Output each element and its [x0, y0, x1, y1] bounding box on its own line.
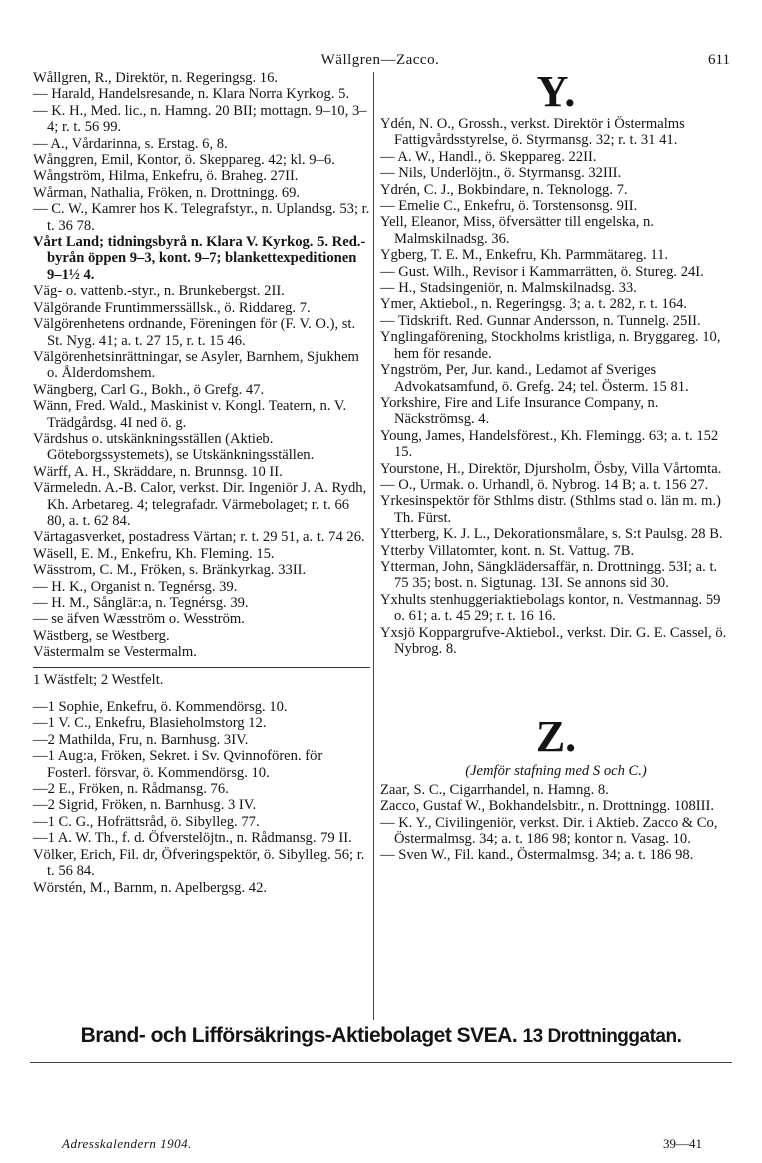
- list-item: Välgörande Fruntimmerssällsk., ö. Riddareg. 7.: [33, 299, 311, 316]
- section-letter-y: Y.: [536, 67, 576, 116]
- advertisement-banner: [30, 1024, 732, 1048]
- list-item: Yrkesinspektör för Sthlms distr. (Sthlms stad o. län m. m.) Th. Fürst.: [380, 493, 721, 526]
- footer: [62, 1136, 702, 1156]
- left-entries-a: [33, 70, 370, 234]
- list-item: Young, James, Handelsförest., Kh. Flemingg. 63; a. t. 152 15.: [380, 427, 719, 461]
- list-item: Ytterberg, K. J. L., Dekorationsmålare, s. S:t Paulsg. 28 B.: [380, 526, 723, 543]
- list-item: Ymer, Aktiebol., n. Regeringsg. 3; a. t. 282, r. t. 164.: [380, 296, 688, 313]
- left-entries-c: [33, 699, 370, 896]
- list-item: Ygberg, T. E. M., Enkefru, Kh. Parmmätareg. 11.: [380, 247, 669, 264]
- list-item: — K. H., Med. lic., n. Hamng. 20 BII; mottagn. 9–10, 3–4; r. t. 56 99.: [33, 102, 367, 136]
- list-item: Wångström, Hilma, Enkefru, ö. Braheg. 27II.: [33, 168, 299, 185]
- footer-divider: [30, 1062, 732, 1063]
- right-entries-z: [380, 782, 732, 864]
- section-letter-z: Z.: [535, 712, 577, 762]
- list-item: Wållgren, R., Direktör, n. Regeringsg. 16.: [33, 70, 279, 86]
- list-item: —2 Sigrid, Fröken, n. Barnhusg. 3 IV.: [33, 797, 257, 814]
- left-column: [33, 70, 370, 896]
- spacer: [33, 688, 370, 699]
- list-item: —1 Sophie, Enkefru, ö. Kommendörsg. 10.: [33, 699, 288, 716]
- list-item: Ydén, N. O., Grossh., verkst. Direktör i Östermalms Fattigvårdsstyrelse, ö. Styrmansg. 32; r. t. 31 41.: [380, 116, 685, 149]
- list-item: Västermalm se Vestermalm.: [33, 644, 197, 661]
- list-item: — Harald, Handelsresande, n. Klara Norra Kyrkog. 5.: [33, 86, 350, 103]
- list-item: — H. M., Sånglär:a, n. Tegnérsg. 39.: [33, 595, 249, 611]
- list-item: Yorkshire, Fire and Life Insurance Company, n. Näckströmsg. 4.: [380, 394, 659, 428]
- list-item: Wårman, Nathalia, Fröken, n. Drottningg. 69.: [33, 184, 301, 201]
- list-item: Wängberg, Carl G., Bokh., ö Grefg. 47.: [33, 381, 265, 398]
- list-item: Wästberg, se Westberg.: [33, 627, 170, 644]
- list-item: Värdshus o. utskänkningsställen (Aktieb. Göteborgssystemets), se Utskänkningsställen.: [33, 430, 315, 464]
- list-item: Yxhults stenhuggeriaktiebolags kontor, n. Vestmannag. 59 o. 61; a. t. 45 29; r. t. 16 16.: [380, 591, 721, 625]
- list-item: Völker, Erich, Fil. dr, Öfveringspektör, ö. Sibylleg. 56; r. t. 56 84.: [33, 846, 365, 880]
- list-item: Yourstone, H., Direktör, Djursholm, Ösby, Villa Vårtomta.: [380, 460, 722, 477]
- banner-address: 13 Drottninggatan.: [522, 1026, 682, 1047]
- list-item: Yngström, Per, Jur. kand., Ledamot af Sveriges Advokatsamfund, ö. Grefg. 24; tel. Österm. 15 81.: [380, 362, 689, 395]
- list-item: Ytterby Villatomter, kont. n. St. Vattug. 7B.: [380, 542, 635, 559]
- list-item: —2 E., Fröken, n. Rådmansg. 76.: [33, 781, 229, 798]
- list-item: — Sven W., Fil. kand., Östermalmsg. 34; a. t. 186 98.: [380, 847, 694, 864]
- banner-company: Brand- och Lifförsäkrings-Aktiebolaget SVEA.: [80, 1024, 518, 1047]
- list-item: Wärff, A. H., Skräddare, n. Brunnsg. 10 II.: [33, 463, 283, 480]
- list-item: — K. Y., Civilingeniör, verkst. Dir. i Aktieb. Zacco & Co, Östermalmsg. 34; a. t. 186 98; kontor n. Vasag. 10.: [380, 814, 718, 848]
- list-item: Välgörenhetsinrättningar, se Asyler, Barnhem, Sjukhem o. Ålderdomshem.: [33, 348, 359, 382]
- list-item: Ynglingaförening, Stockholms kristliga, n. Bryggareg. 10, hem för resande.: [380, 329, 721, 362]
- list-item: — H. K., Organist n. Tegnérsg. 39.: [33, 578, 238, 595]
- list-item: — C. W., Kamrer hos K. Telegrafstyr., n. Uplandsg. 53; r. t. 36 78.: [33, 201, 370, 234]
- list-item: Wässtrom, C. M., Fröken, s. Bränkyrkag. 33II.: [33, 562, 307, 579]
- footer-signature: 39—41: [663, 1136, 702, 1151]
- list-item: — se äfven Wæsström o. Wesström.: [33, 611, 245, 628]
- list-item: —1 Aug:a, Fröken, Sekret. i Sv. Qvinnofören. för Fosterl. försvar, ö. Kommendörsg. 10.: [33, 748, 323, 781]
- section-divider: [33, 667, 370, 668]
- list-item: Zacco, Gustaf W., Bokhandelsbitr., n. Drottningg. 108III.: [380, 798, 714, 815]
- left-entries-b: [33, 283, 370, 660]
- list-item: — Tidskrift. Red. Gunnar Andersson, n. Tunnelg. 25II.: [380, 312, 701, 329]
- list-item: —1 A. W. Th., f. d. Öfverstelöjtn., n. Rådmansg. 79 II.: [33, 830, 352, 847]
- list-item: — O., Urmak. o. Urhandl, ö. Nybrog. 14 B; a. t. 156 27.: [380, 476, 709, 493]
- list-item: — A., Vårdarinna, s. Erstag. 6, 8.: [33, 135, 228, 152]
- list-item: —1 V. C., Enkefru, Blasieholmstorg 12.: [33, 715, 267, 732]
- list-item: Zaar, S. C., Cigarrhandel, n. Hamng. 8.: [380, 781, 609, 798]
- right-column: [380, 67, 732, 864]
- list-item: Ydrén, C. J., Bokbindare, n. Teknologg. 7.: [380, 181, 628, 198]
- list-item: Värtagasverket, postadress Värtan; r. t. 29 51, a. t. 74 26.: [33, 529, 365, 546]
- column-divider: [373, 72, 374, 1020]
- list-item: Välgörenhetens ordnande, Föreningen för (F. V. O.), st. St. Nyg. 41; a. t. 27 15, r. t. 15 46.: [33, 316, 356, 349]
- list-item: —2 Mathilda, Fru, n. Barnhusg. 3IV.: [33, 731, 249, 748]
- list-item: — H., Stadsingeniör, n. Malmskilnadsg. 33.: [380, 280, 637, 297]
- list-item: Wånggren, Emil, Kontor, ö. Skeppareg. 42; kl. 9–6.: [33, 152, 335, 169]
- spelling-note: (Jemför stafning med S och C.): [465, 763, 647, 780]
- list-item: Yxsjö Koppargrufve-Aktiebol., verkst. Dir. G. E. Cassel, ö. Nybrog. 8.: [380, 624, 727, 657]
- cross-reference-note: 1 Wästfelt; 2 Westfelt.: [33, 671, 164, 688]
- footer-publication: Adresskalendern 1904.: [62, 1136, 192, 1151]
- page-number: 611: [708, 52, 730, 68]
- running-head: [30, 52, 730, 72]
- list-item: Wäsell, E. M., Enkefru, Kh. Fleming. 15.: [33, 545, 275, 562]
- list-item: Wänn, Fred. Wald., Maskinist v. Kongl. Teatern, n. V. Trädgårdsg. 4I ned ö. g.: [33, 398, 347, 431]
- list-item: Värmeledn. A.-B. Calor, verkst. Dir. Ingeniör J. A. Rydh, Kh. Arbetareg. 4; telegrafadr. Värmebolaget; r. t. 66 80, a. t. 62 84.: [33, 480, 367, 529]
- list-item: — Emelie C., Enkefru, ö. Torstensonsg. 9II.: [380, 198, 638, 215]
- running-title: Wällgren—Zacco.: [320, 52, 440, 68]
- list-item: Wörstén, M., Barnm, n. Apelbergsg. 42.: [33, 879, 268, 896]
- list-item: —1 C. G., Hofrättsråd, ö. Sibylleg. 77.: [33, 813, 260, 830]
- list-item: Yell, Eleanor, Miss, öfversätter till engelska, n. Malmskilnadsg. 36.: [380, 214, 654, 247]
- right-entries-y: [380, 116, 732, 657]
- list-item: — A. W., Handl., ö. Skeppareg. 22II.: [380, 148, 597, 165]
- list-item: — Gust. Wilh., Revisor i Kammarrätten, ö. Stureg. 24I.: [380, 263, 704, 280]
- list-item: Väg- o. vattenb.-styr., n. Brunkebergst. 2II.: [33, 283, 285, 300]
- list-item: Ytterman, John, Sängklädersaffär, n. Drottningg. 53I; a. t. 75 35; bost. n. Sigtunag. 13I. Se annons sid 30.: [380, 558, 718, 592]
- list-item-vart-land: Vårt Land; tidningsbyrå n. Klara V. Kyrkog. 5. Red.-byrån öppen 9–3, kont. 9–7; blankettexpeditionen 9–1½ 4.: [33, 234, 366, 283]
- list-item: — Nils, Underlöjtn., ö. Styrmansg. 32III.: [380, 165, 622, 182]
